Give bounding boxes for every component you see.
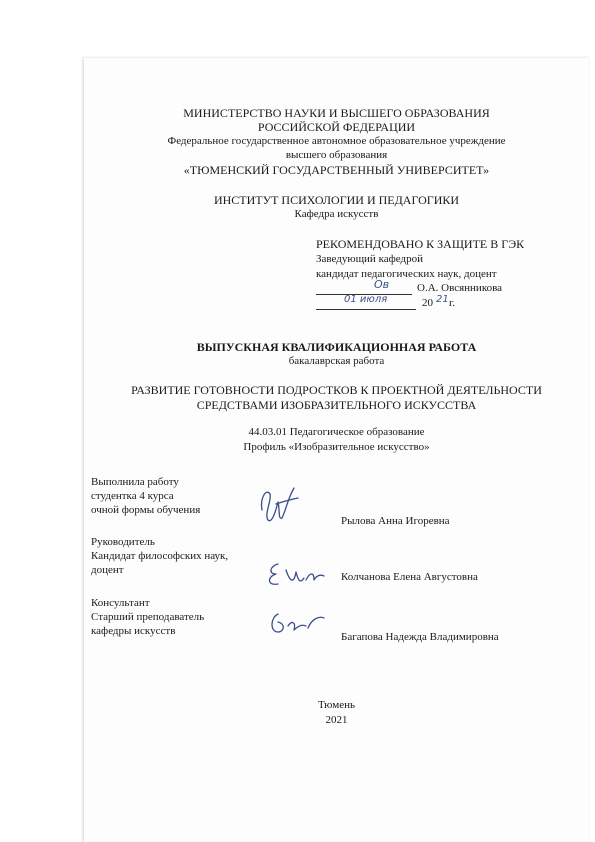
consultant-role-line-1: Консультант bbox=[91, 597, 150, 609]
footer-year: 2021 bbox=[325, 714, 348, 726]
approval-year-suffix: г. bbox=[449, 297, 456, 309]
work-code: 44.03.01 Педагогическое образование bbox=[248, 426, 425, 438]
work-title-line-2: СРЕДСТВАМИ ИЗОБРАЗИТЕЛЬНОГО ИСКУССТВА bbox=[196, 398, 477, 412]
student-role-line-3: очной формы обучения bbox=[91, 504, 201, 516]
approval-year: 21 bbox=[436, 294, 449, 305]
supervisor-signature bbox=[264, 558, 328, 590]
student-name: Рылова Анна Игоревна bbox=[341, 515, 450, 527]
approval-position: Заведующий кафедрой bbox=[316, 253, 423, 265]
student-role-line-1: Выполнила работу bbox=[91, 476, 179, 488]
work-title-line-1: РАЗВИТИЕ ГОТОВНОСТИ ПОДРОСТКОВ К ПРОЕКТНОЙ ДЕЯТЕЛЬНОСТИ bbox=[131, 383, 542, 397]
supervisor-name: Колчанова Елена Августовна bbox=[341, 571, 478, 583]
approval-degree: кандидат педагогических наук, доцент bbox=[316, 268, 497, 280]
approval-signature: Ов bbox=[374, 278, 390, 291]
approval-name: О.А. Овсянникова bbox=[417, 282, 503, 294]
consultant-role-line-3: кафедры искусств bbox=[91, 625, 176, 637]
ministry-line-1: МИНИСТЕРСТВО НАУКИ И ВЫСШЕГО ОБРАЗОВАНИЯ bbox=[183, 106, 490, 120]
institute-name: ИНСТИТУТ ПСИХОЛОГИИ И ПЕДАГОГИКИ bbox=[213, 193, 460, 207]
consultant-name: Багапова Надежда Владимировна bbox=[341, 631, 499, 643]
approval-title: РЕКОМЕНДОВАНО К ЗАЩИТЕ В ГЭК bbox=[316, 237, 525, 251]
student-signature bbox=[254, 480, 314, 528]
university-name: «ТЮМЕНСКИЙ ГОСУДАРСТВЕННЫЙ УНИВЕРСИТЕТ» bbox=[183, 163, 490, 177]
approval-year-prefix: 20 bbox=[422, 297, 433, 309]
institution-line-2: высшего образования bbox=[285, 149, 388, 161]
approval-date: 01 июля bbox=[344, 294, 388, 305]
supervisor-role-line-2: Кандидат философских наук, bbox=[91, 550, 229, 562]
supervisor-role-line-3: доцент bbox=[91, 564, 124, 576]
consultant-signature bbox=[264, 608, 328, 640]
approval-date-line bbox=[316, 309, 416, 310]
footer-city: Тюмень bbox=[318, 699, 355, 711]
work-profile: Профиль «Изобразительное искусство» bbox=[243, 441, 430, 453]
ministry-line-2: РОССИЙСКОЙ ФЕДЕРАЦИИ bbox=[257, 120, 416, 134]
work-type: ВЫПУСКНАЯ КВАЛИФИКАЦИОННАЯ РАБОТА bbox=[196, 340, 477, 354]
student-role-line-2: студентка 4 курса bbox=[91, 490, 174, 502]
supervisor-role-line-1: Руководитель bbox=[91, 536, 155, 548]
page-sheet bbox=[84, 58, 589, 842]
institution-line-1: Федеральное государственное автономное образовательное учреждение bbox=[167, 135, 506, 147]
department-name: Кафедра искусств bbox=[294, 208, 379, 220]
work-subtype: бакалаврская работа bbox=[288, 355, 385, 367]
consultant-role-line-2: Старший преподаватель bbox=[91, 611, 205, 623]
